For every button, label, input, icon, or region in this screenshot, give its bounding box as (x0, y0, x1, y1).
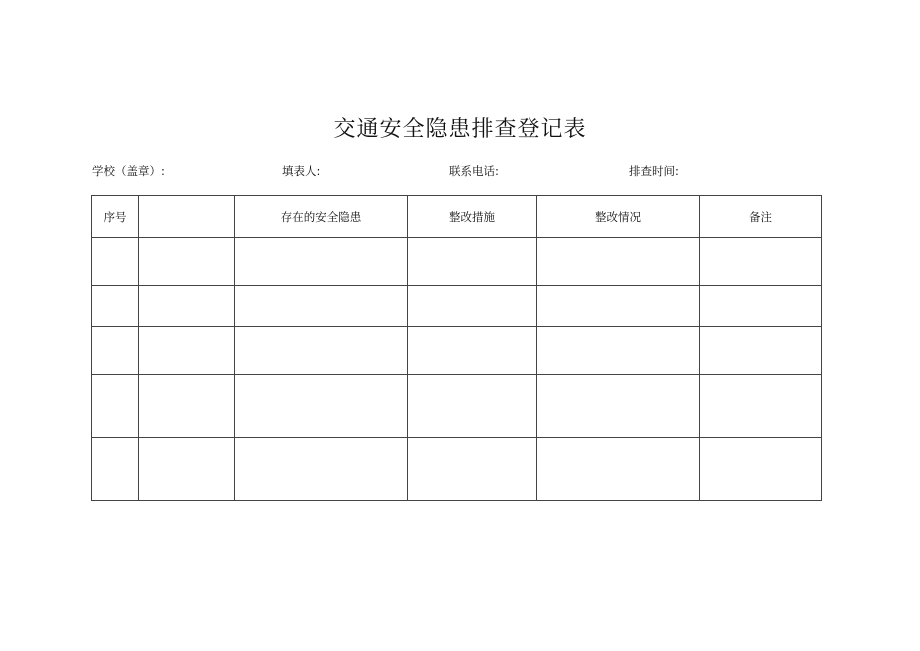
table-cell[interactable] (408, 327, 537, 375)
table-row (92, 286, 822, 327)
table-cell[interactable] (537, 286, 700, 327)
header-rectification-status: 整改情况 (537, 196, 700, 238)
table-row (92, 238, 822, 286)
table-row (92, 375, 822, 438)
table-cell[interactable] (537, 375, 700, 438)
table-cell[interactable] (235, 375, 408, 438)
table-cell[interactable] (235, 438, 408, 501)
table-cell[interactable] (408, 375, 537, 438)
header-existing-hazards: 存在的安全隐患 (235, 196, 408, 238)
table-cell[interactable] (92, 375, 139, 438)
table-cell[interactable] (537, 438, 700, 501)
table-row (92, 327, 822, 375)
table-cell[interactable] (139, 375, 235, 438)
table-cell[interactable] (92, 438, 139, 501)
inspection-time-field: 排查时间: (629, 164, 679, 178)
table-cell[interactable] (92, 238, 139, 286)
header-rectification-measures: 整改措施 (408, 196, 537, 238)
table-cell[interactable] (235, 327, 408, 375)
table-cell[interactable] (408, 438, 537, 501)
table-cell[interactable] (235, 238, 408, 286)
table-header-row (92, 196, 822, 238)
table-cell[interactable] (537, 238, 700, 286)
table-cell[interactable] (537, 327, 700, 375)
table-cell[interactable] (700, 375, 822, 438)
hazard-register-table (91, 195, 822, 501)
table-cell[interactable] (700, 327, 822, 375)
school-seal-field: 学校（盖章）: (92, 164, 165, 178)
table-cell[interactable] (139, 238, 235, 286)
table-cell[interactable] (235, 286, 408, 327)
table-cell[interactable] (92, 327, 139, 375)
filled-by-field: 填表人: (282, 164, 321, 178)
table-cell[interactable] (139, 286, 235, 327)
table-cell[interactable] (139, 327, 235, 375)
header-serial-number: 序号 (92, 196, 139, 238)
table-cell[interactable] (408, 238, 537, 286)
table-row (92, 438, 822, 501)
table-cell[interactable] (700, 286, 822, 327)
contact-phone-field: 联系电话: (449, 164, 499, 178)
header-remarks: 备注 (700, 196, 822, 238)
table-cell[interactable] (139, 438, 235, 501)
table-cell[interactable] (700, 438, 822, 501)
header-blank (139, 196, 235, 238)
table-cell[interactable] (92, 286, 139, 327)
table-cell[interactable] (408, 286, 537, 327)
table-cell[interactable] (700, 238, 822, 286)
form-title: 交通安全隐患排查登记表 (333, 117, 587, 142)
